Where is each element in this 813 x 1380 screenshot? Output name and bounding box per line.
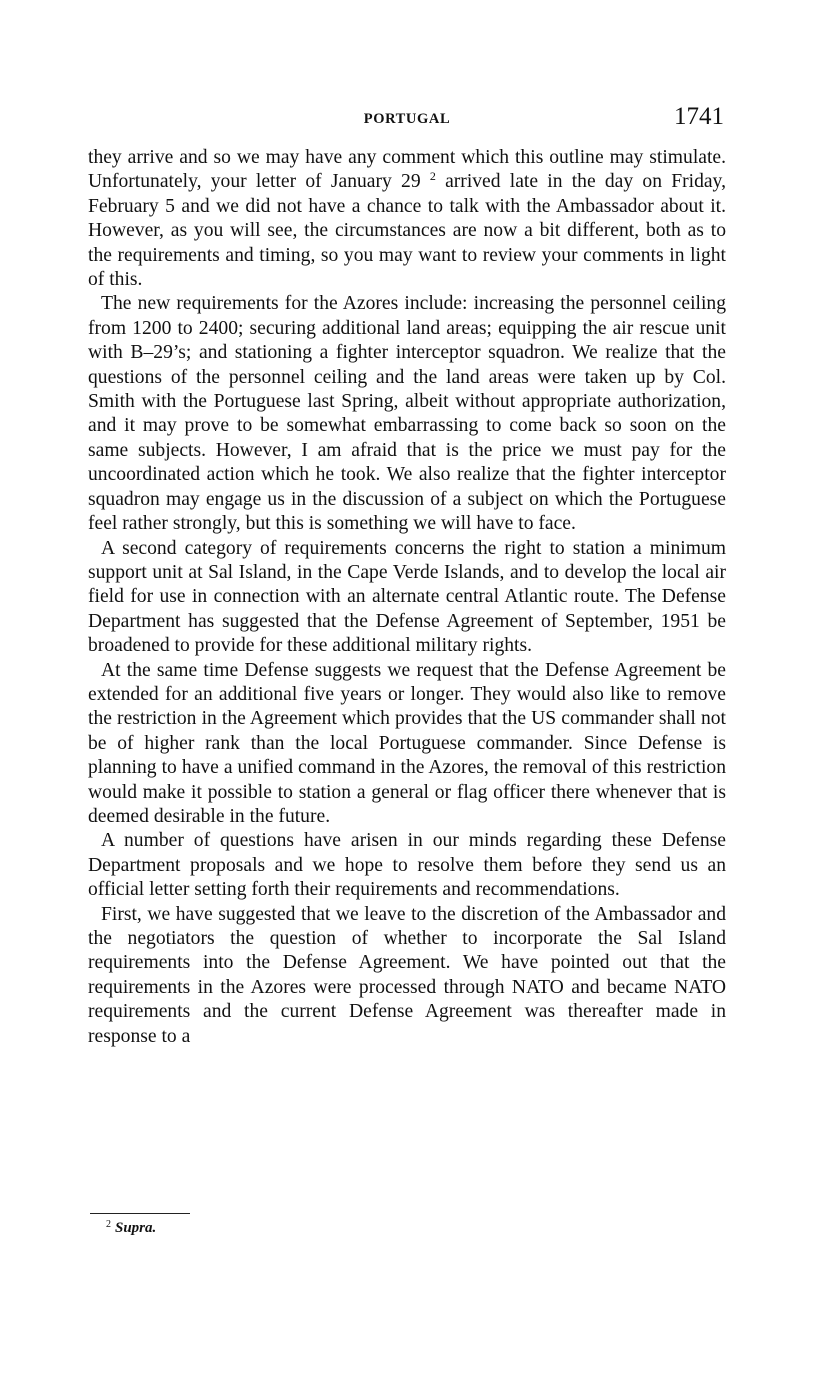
paragraph-4: At the same time Defense suggests we request that the Defense Agreement be extended for an additional five years or longer. They would also like to remove the restriction in the Agreement which provides that the US commander shall not be of higher rank than the local Portuguese commander. Since Defense is planning to have a unified command in the Azores, the removal of this restriction would make it possible to station a general or flag officer there whenever that is deemed desirable in the future. [88, 659, 727, 827]
body-text [88, 146, 726, 1049]
footnote-reference: 2 [429, 169, 436, 184]
footnote-text: Supra. [115, 1220, 157, 1236]
footnote-number: 2 [106, 1219, 111, 1230]
paragraph-5: A number of questions have arisen in our minds regarding these Defense Department proposals and we hope to resolve them before they send us an official letter setting forth their requirements and recommendations. [88, 830, 726, 901]
paragraph-6: First, we have suggested that we leave to the discretion of the Ambassador and the negotiators the question of whether to incorporate the Sal Island requirements into the Defense Agreement. We have pointed out that the requirements in the Azores were processed through NATO and became NATO requirements and the current Defense Agreement was thereafter made in response to a [88, 903, 727, 1047]
running-head [88, 103, 726, 133]
running-title: PORTUGAL [363, 111, 451, 127]
page-number: 1741 [674, 103, 724, 130]
paragraph-3: A second category of requirements concerns the right to station a minimum support unit at Sal Island, in the Cape Verde Islands, and to develop the local air field for use in connection with an alternate central Atlantic route. The Defense Department has suggested that the Defense Agreement of September, 1951 be broadened to provide for these additional military rights. [88, 537, 726, 657]
paragraph-2: The new requirements for the Azores include: increasing the personnel ceiling from 1200 to 2400; securing additional land areas; equipping the air rescue unit with B–29’s; and stationing a fighter interceptor squadron. We realize that the questions of the personnel ceiling and the land areas were taken up by Col. Smith with the Portuguese last Spring, albeit without appropriate authorization, and it may prove to be somewhat embarrassing to come back so soon on the same subjects. However, I am afraid that is the price we must pay for the uncoordinated action which he took. We also realize that the fighter interceptor squadron may engage us in the discussion of a subject on which the Portuguese feel rather strongly, but this is something we will have to face. [88, 293, 727, 535]
footnote [106, 1219, 156, 1237]
footnote-divider [90, 1213, 190, 1214]
paragraph-1: they arrive and so we may have any comment which this outline may stimulate. Unfortunately, your letter of January 29 $^2$ arrived late in the day on Friday, February 5 and we did not have a chance to talk with the Ambassador about it. However, as you will see, the circumstances are now a bit different, both as to the requirements and timing, so you may want to review your comments in light of this. [88, 147, 726, 291]
